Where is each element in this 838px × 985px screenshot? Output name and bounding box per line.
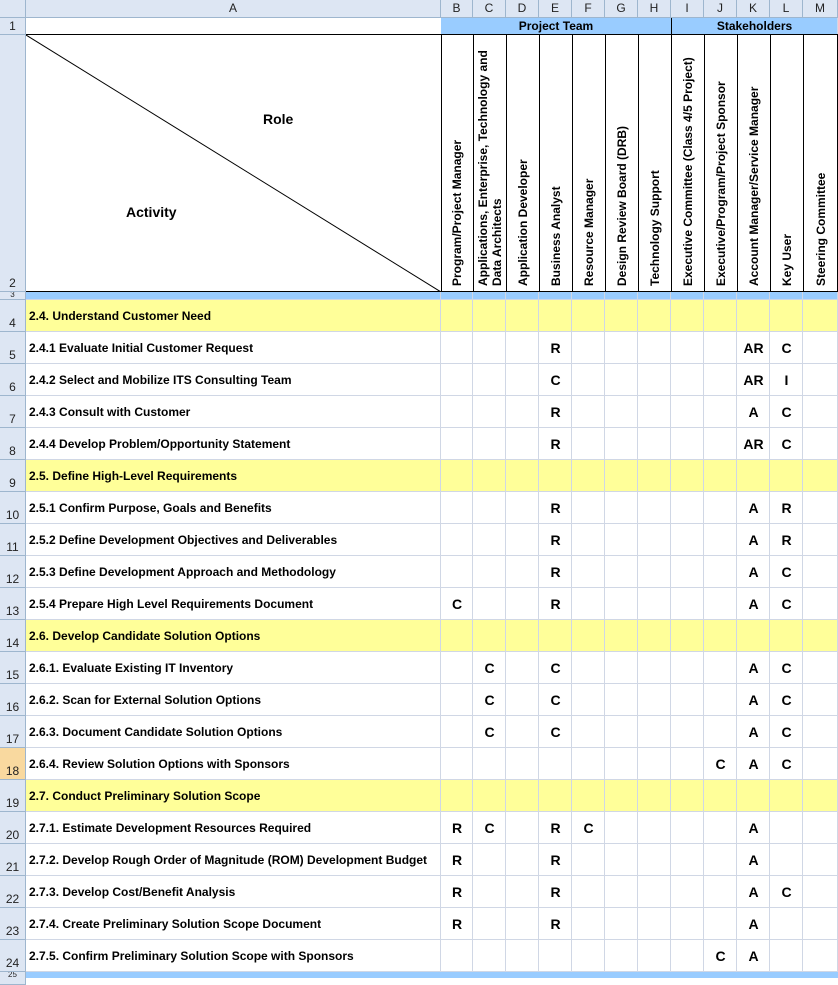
row-header-9[interactable]: 9 bbox=[0, 460, 26, 492]
raci-cell-k[interactable]: A bbox=[748, 948, 759, 964]
role-header-c: Data Architects bbox=[489, 198, 504, 286]
header-border bbox=[770, 35, 771, 292]
role-label: Role bbox=[263, 111, 294, 127]
header-border bbox=[473, 35, 474, 292]
role-header-g: Design Review Board (DRB) bbox=[614, 125, 629, 286]
raci-cell-k[interactable]: A bbox=[748, 500, 759, 516]
activity-label[interactable]: 2.7.2. Develop Rough Order of Magnitude (ROM) Development Budget bbox=[29, 853, 428, 867]
row-header-22[interactable]: 22 bbox=[0, 876, 26, 908]
gridline bbox=[26, 555, 838, 556]
gridline bbox=[736, 292, 737, 972]
header-border bbox=[441, 35, 442, 292]
raci-cell-e[interactable]: R bbox=[550, 340, 561, 356]
group-header-stakeholders: Stakeholders bbox=[716, 19, 793, 33]
row-header-19[interactable]: 19 bbox=[0, 780, 26, 812]
raci-cell-b[interactable]: R bbox=[451, 820, 463, 836]
activity-label[interactable]: 2.6.4. Review Solution Options with Sponsors bbox=[29, 757, 290, 771]
raci-cell-k[interactable]: A bbox=[748, 820, 759, 836]
raci-cell-e[interactable]: R bbox=[550, 564, 561, 580]
role-header-l: Key User bbox=[779, 233, 794, 286]
role-header-b: Program/Project Manager bbox=[450, 139, 464, 286]
raci-cell-e[interactable]: R bbox=[550, 500, 561, 516]
raci-cell-l[interactable]: C bbox=[781, 340, 792, 356]
gridline bbox=[26, 427, 838, 428]
raci-cell-l[interactable]: R bbox=[781, 500, 792, 516]
raci-cell-k[interactable]: A bbox=[748, 916, 759, 932]
raci-cell-e[interactable]: R bbox=[550, 884, 561, 900]
gridline bbox=[505, 292, 506, 972]
raci-cell-l[interactable]: I bbox=[784, 372, 789, 388]
gridline bbox=[26, 523, 838, 524]
gridline bbox=[26, 587, 838, 588]
gridline bbox=[26, 491, 838, 492]
raci-cell-k[interactable]: AR bbox=[743, 372, 764, 388]
activity-label[interactable]: 2.4.4 Develop Problem/Opportunity Statement bbox=[29, 437, 291, 451]
raci-cell-e[interactable]: C bbox=[550, 724, 561, 740]
row-header-10[interactable]: 10 bbox=[0, 492, 26, 524]
raci-cell-k[interactable]: A bbox=[748, 852, 759, 868]
row-header-18[interactable]: 18 bbox=[0, 748, 26, 780]
role-header-d: Application Developer bbox=[515, 159, 530, 286]
select-all-corner[interactable] bbox=[0, 0, 26, 18]
raci-cell-b[interactable]: R bbox=[451, 916, 463, 932]
gridline bbox=[637, 292, 638, 972]
activity-label[interactable]: 2.7.5. Confirm Preliminary Solution Scope with Sponsors bbox=[29, 949, 354, 963]
column-header-c[interactable]: C bbox=[473, 0, 506, 18]
gridline bbox=[26, 843, 838, 844]
raci-cell-k[interactable]: A bbox=[748, 724, 759, 740]
column-header-g[interactable]: G bbox=[605, 0, 638, 18]
gridline bbox=[26, 715, 838, 716]
role-header-e: Business Analyst bbox=[548, 186, 563, 286]
raci-cell-e[interactable]: C bbox=[550, 660, 561, 676]
raci-cell-k[interactable]: A bbox=[748, 884, 759, 900]
role-header-c: Applications, Enterprise, Technology and bbox=[475, 50, 490, 286]
gridline bbox=[472, 292, 473, 972]
raci-cell-l[interactable]: C bbox=[781, 436, 792, 452]
column-header-h[interactable]: H bbox=[638, 0, 671, 18]
row-header-6[interactable]: 6 bbox=[0, 364, 26, 396]
gridline bbox=[703, 292, 704, 972]
raci-cell-j[interactable]: C bbox=[715, 948, 726, 964]
header-border bbox=[638, 35, 639, 292]
column-header-b[interactable]: B bbox=[441, 0, 473, 18]
group-header-project-team: Project Team bbox=[518, 19, 594, 33]
row-header-14[interactable]: 14 bbox=[0, 620, 26, 652]
raci-cell-f[interactable]: C bbox=[583, 820, 594, 836]
raci-cell-e[interactable]: C bbox=[550, 692, 561, 708]
header-border bbox=[506, 35, 507, 292]
row-header-7[interactable]: 7 bbox=[0, 396, 26, 428]
activity-label[interactable]: 2.7.4. Create Preliminary Solution Scope Document bbox=[29, 917, 322, 931]
gridline bbox=[440, 292, 441, 972]
raci-cell-c[interactable]: C bbox=[484, 820, 495, 836]
raci-cell-j[interactable]: C bbox=[715, 756, 726, 772]
raci-cell-k[interactable]: A bbox=[748, 660, 759, 676]
raci-cell-e[interactable]: R bbox=[550, 820, 561, 836]
activity-label-header: Activity bbox=[126, 204, 177, 220]
gridline bbox=[26, 811, 838, 812]
column-header-k[interactable]: K bbox=[737, 0, 770, 18]
section-title[interactable]: 2.6. Develop Candidate Solution Options bbox=[29, 629, 261, 643]
raci-cell-k[interactable]: A bbox=[748, 692, 759, 708]
role-header-h: Technology Support bbox=[647, 170, 662, 286]
column-header-i[interactable]: I bbox=[671, 0, 704, 18]
raci-cell-e[interactable]: R bbox=[550, 596, 561, 612]
row-header-25[interactable]: 25 bbox=[0, 972, 26, 985]
row-header-20[interactable]: 20 bbox=[0, 812, 26, 844]
role-header-k: Account Manager/Service Manager bbox=[746, 86, 761, 286]
gridline bbox=[26, 299, 838, 300]
activity-label[interactable]: 2.5.4 Prepare High Level Requirements Document bbox=[29, 597, 314, 611]
raci-cell-c[interactable]: C bbox=[484, 660, 495, 676]
raci-cell-l[interactable]: C bbox=[781, 692, 792, 708]
role-header-f: Resource Manager bbox=[581, 178, 596, 286]
activity-label[interactable]: 2.5.2 Define Development Objectives and Deliverables bbox=[29, 533, 338, 547]
row-header-3[interactable]: 3 bbox=[0, 292, 26, 300]
header-border bbox=[539, 35, 540, 292]
row-header-2[interactable]: 2 bbox=[0, 35, 26, 292]
raci-cell-e[interactable]: C bbox=[550, 372, 561, 388]
raci-cell-l[interactable]: R bbox=[781, 532, 792, 548]
raci-cell-e[interactable]: R bbox=[550, 404, 561, 420]
section-title[interactable]: 2.4. Understand Customer Need bbox=[29, 309, 212, 323]
row-header-4[interactable]: 4 bbox=[0, 300, 26, 332]
role-activity-diagonal bbox=[26, 35, 441, 292]
activity-label[interactable]: 2.6.3. Document Candidate Solution Options bbox=[29, 725, 283, 739]
activity-label[interactable]: 2.7.3. Develop Cost/Benefit Analysis bbox=[29, 885, 236, 899]
row-header-1[interactable]: 1 bbox=[0, 18, 26, 35]
raci-cell-b[interactable]: C bbox=[451, 596, 463, 612]
header-border bbox=[572, 35, 573, 292]
raci-cell-k[interactable]: A bbox=[748, 756, 759, 772]
raci-cell-e[interactable]: R bbox=[550, 852, 561, 868]
gridline bbox=[802, 292, 803, 972]
raci-cell-e[interactable]: R bbox=[550, 532, 561, 548]
gridline bbox=[26, 651, 838, 652]
gridline bbox=[26, 939, 838, 940]
raci-cell-l[interactable]: C bbox=[781, 724, 792, 740]
gridline bbox=[26, 747, 838, 748]
raci-cell-k[interactable]: AR bbox=[743, 340, 764, 356]
activity-label[interactable]: 2.4.2 Select and Mobilize ITS Consulting Team bbox=[29, 373, 292, 387]
activity-label[interactable]: 2.6.1. Evaluate Existing IT Inventory bbox=[29, 661, 234, 675]
gridline bbox=[26, 331, 838, 332]
raci-cell-l[interactable]: C bbox=[781, 884, 792, 900]
raci-cell-k[interactable]: A bbox=[748, 404, 759, 420]
gridline bbox=[26, 971, 838, 972]
raci-cell-b[interactable]: R bbox=[451, 852, 463, 868]
column-header-j[interactable]: J bbox=[704, 0, 737, 18]
header-border bbox=[803, 35, 804, 292]
activity-label[interactable]: 2.5.1 Confirm Purpose, Goals and Benefits bbox=[29, 501, 272, 515]
raci-cell-e[interactable]: R bbox=[550, 916, 561, 932]
role-header-j: Executive/Program/Project Sponsor bbox=[713, 81, 728, 286]
activity-label[interactable]: 2.5.3 Define Development Approach and Methodology bbox=[29, 565, 336, 579]
raci-cell-c[interactable]: C bbox=[484, 692, 495, 708]
gridline bbox=[26, 875, 838, 876]
footer-separator-band bbox=[26, 972, 838, 978]
row-header-24[interactable]: 24 bbox=[0, 940, 26, 972]
row-header-13[interactable]: 13 bbox=[0, 588, 26, 620]
column-header-l[interactable]: L bbox=[770, 0, 803, 18]
raci-cell-k[interactable]: A bbox=[748, 532, 759, 548]
raci-cell-l[interactable]: C bbox=[781, 564, 792, 580]
activity-label[interactable]: 2.6.2. Scan for External Solution Options bbox=[29, 693, 262, 707]
raci-cell-c[interactable]: C bbox=[484, 724, 495, 740]
header-border bbox=[704, 35, 705, 292]
gridline bbox=[26, 363, 838, 364]
header-border bbox=[671, 35, 672, 292]
raci-cell-l[interactable]: C bbox=[781, 756, 792, 772]
row-header-12[interactable]: 12 bbox=[0, 556, 26, 588]
raci-cell-k[interactable]: A bbox=[748, 564, 759, 580]
row-header-5[interactable]: 5 bbox=[0, 332, 26, 364]
column-header-m[interactable]: M bbox=[803, 0, 838, 18]
raci-cell-e[interactable]: R bbox=[550, 436, 561, 452]
role-header-i: Executive Committee (Class 4/5 Project) bbox=[680, 57, 695, 286]
gridline bbox=[26, 779, 838, 780]
gridline bbox=[26, 395, 838, 396]
section-title[interactable]: 2.7. Conduct Preliminary Solution Scope bbox=[29, 789, 261, 803]
gridline bbox=[769, 292, 770, 972]
gridline bbox=[670, 292, 671, 972]
raci-cell-k[interactable]: AR bbox=[743, 436, 764, 452]
row-header-11[interactable]: 11 bbox=[0, 524, 26, 556]
header-border bbox=[737, 35, 738, 292]
activity-label[interactable]: 2.7.1. Estimate Development Resources Required bbox=[29, 821, 312, 835]
column-header-e[interactable]: E bbox=[539, 0, 572, 18]
activity-label[interactable]: 2.4.3 Consult with Customer bbox=[29, 405, 191, 419]
header-border bbox=[671, 18, 672, 35]
row-header-8[interactable]: 8 bbox=[0, 428, 26, 460]
row-header-16[interactable]: 16 bbox=[0, 684, 26, 716]
raci-cell-l[interactable]: C bbox=[781, 660, 792, 676]
gridline bbox=[26, 459, 838, 460]
column-header-a[interactable]: A bbox=[26, 0, 441, 18]
section-title[interactable]: 2.5. Define High-Level Requirements bbox=[29, 469, 238, 483]
gridline bbox=[26, 683, 838, 684]
gridline bbox=[26, 619, 838, 620]
role-header-m: Steering Committee bbox=[813, 172, 828, 286]
raci-cell-k[interactable]: A bbox=[748, 596, 759, 612]
diagonal-line bbox=[26, 35, 441, 292]
activity-label[interactable]: 2.4.1 Evaluate Initial Customer Request bbox=[29, 341, 254, 355]
gridline bbox=[538, 292, 539, 972]
row-header-21[interactable]: 21 bbox=[0, 844, 26, 876]
header-border bbox=[605, 35, 606, 292]
raci-cell-l[interactable]: C bbox=[781, 596, 792, 612]
row-header-15[interactable]: 15 bbox=[0, 652, 26, 684]
gridline bbox=[571, 292, 572, 972]
column-header-f[interactable]: F bbox=[572, 0, 605, 18]
row-header-23[interactable]: 23 bbox=[0, 908, 26, 940]
raci-cell-l[interactable]: C bbox=[781, 404, 792, 420]
gridline bbox=[26, 907, 838, 908]
row-header-17[interactable]: 17 bbox=[0, 716, 26, 748]
column-header-d[interactable]: D bbox=[506, 0, 539, 18]
raci-cell-b[interactable]: R bbox=[451, 884, 463, 900]
gridline bbox=[604, 292, 605, 972]
